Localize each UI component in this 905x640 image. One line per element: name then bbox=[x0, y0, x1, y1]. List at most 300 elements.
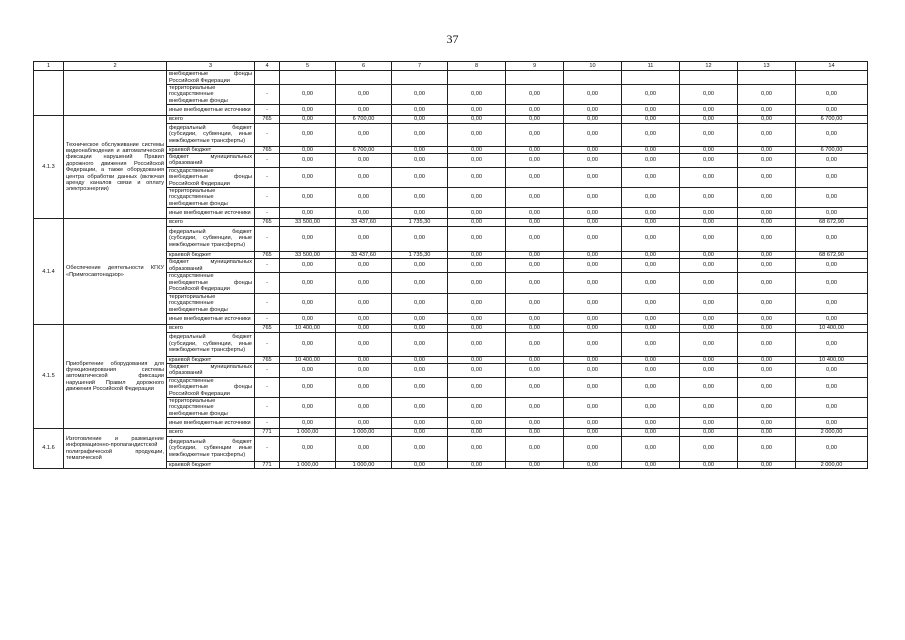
table-row bbox=[34, 429, 868, 436]
column-header-13: 13 bbox=[738, 62, 796, 71]
funding-source: краевой бюджет bbox=[167, 146, 255, 153]
column-header-11: 11 bbox=[622, 62, 680, 71]
amount-cell: 0,00 bbox=[564, 105, 622, 116]
amount-cell: 0,00 bbox=[622, 85, 680, 105]
amount-cell: 0,00 bbox=[680, 429, 738, 436]
amount-cell: 0,00 bbox=[796, 105, 868, 116]
amount-cell: 0,00 bbox=[506, 167, 564, 187]
activity-name: Техническое обслуживание системы видеонаблюдения и автоматической фиксации нарушений Правил дорожного движения Российской Федерации, а также оборудования центра обработки данных (включая аренду каналов связи и оплату электроэнергии) bbox=[64, 116, 167, 219]
amount-cell: 0,00 bbox=[280, 226, 336, 251]
amount-cell: 0,00 bbox=[564, 123, 622, 146]
amount-cell bbox=[796, 71, 868, 85]
amount-cell: 0,00 bbox=[738, 293, 796, 313]
amount-cell: 0,00 bbox=[506, 429, 564, 436]
amount-cell: 0,00 bbox=[448, 377, 506, 397]
admin-code: 765 bbox=[255, 251, 280, 258]
amount-cell: 0,00 bbox=[506, 332, 564, 356]
amount-cell: 0,00 bbox=[280, 116, 336, 123]
amount-cell bbox=[448, 71, 506, 85]
admin-code: - bbox=[255, 418, 280, 429]
amount-cell: 0,00 bbox=[622, 251, 680, 258]
amount-cell: 0,00 bbox=[392, 226, 448, 251]
amount-cell: 0,00 bbox=[738, 116, 796, 123]
amount-cell: 0,00 bbox=[622, 293, 680, 313]
admin-code: 765 bbox=[255, 356, 280, 363]
amount-cell: 0,00 bbox=[680, 356, 738, 363]
amount-cell: 0,00 bbox=[392, 418, 448, 429]
amount-cell: 0,00 bbox=[622, 123, 680, 146]
table-row bbox=[34, 219, 868, 226]
funding-source: внебюджетные фонды Российской Федерации bbox=[167, 71, 255, 85]
amount-cell: 0,00 bbox=[448, 219, 506, 226]
admin-code: 765 bbox=[255, 325, 280, 332]
amount-cell: 0,00 bbox=[392, 314, 448, 325]
amount-cell: 0,00 bbox=[680, 363, 738, 377]
amount-cell: 0,00 bbox=[796, 436, 868, 461]
amount-cell: 0,00 bbox=[622, 377, 680, 397]
amount-cell: 0,00 bbox=[336, 363, 392, 377]
amount-cell: 0,00 bbox=[336, 293, 392, 313]
amount-cell: 0,00 bbox=[564, 85, 622, 105]
amount-cell: 0,00 bbox=[280, 105, 336, 116]
funding-source: федеральный бюджет (субсидии, субвенции иные межбюджетные трансферты) bbox=[167, 436, 255, 461]
amount-cell: 33 500,00 bbox=[280, 251, 336, 258]
amount-cell: 0,00 bbox=[564, 272, 622, 293]
amount-cell: 0,00 bbox=[622, 429, 680, 436]
row-code: 4.1.4 bbox=[34, 219, 64, 325]
row-code: 4.1.6 bbox=[34, 429, 64, 469]
amount-cell: 0,00 bbox=[680, 325, 738, 332]
amount-cell: 6 700,00 bbox=[336, 146, 392, 153]
amount-cell: 0,00 bbox=[564, 377, 622, 397]
amount-cell: 0,00 bbox=[336, 226, 392, 251]
row-code: 4.1.3 bbox=[34, 116, 64, 219]
column-header-4: 4 bbox=[255, 62, 280, 71]
funding-source: федеральный бюджет (субсидии, субвенции, иные межбюджетные трансферты) bbox=[167, 123, 255, 146]
funding-source: бюджет муниципальных образований bbox=[167, 154, 255, 168]
amount-cell: 0,00 bbox=[564, 146, 622, 153]
amount-cell: 0,00 bbox=[392, 188, 448, 208]
amount-cell: 0,00 bbox=[622, 314, 680, 325]
amount-cell: 2 000,00 bbox=[796, 429, 868, 436]
amount-cell: 0,00 bbox=[564, 116, 622, 123]
amount-cell bbox=[280, 71, 336, 85]
amount-cell: 0,00 bbox=[738, 377, 796, 397]
funding-source: территориальные государственные внебюджетные фонды bbox=[167, 188, 255, 208]
amount-cell: 0,00 bbox=[506, 436, 564, 461]
amount-cell: 0,00 bbox=[796, 418, 868, 429]
amount-cell: 0,00 bbox=[392, 436, 448, 461]
amount-cell: 0,00 bbox=[280, 154, 336, 168]
amount-cell: 0,00 bbox=[506, 188, 564, 208]
amount-cell: 0,00 bbox=[622, 219, 680, 226]
admin-code: 765 bbox=[255, 219, 280, 226]
amount-cell: 0,00 bbox=[280, 397, 336, 417]
amount-cell: 1 735,30 bbox=[392, 219, 448, 226]
amount-cell: 0,00 bbox=[448, 272, 506, 293]
amount-cell: 0,00 bbox=[564, 363, 622, 377]
amount-cell: 0,00 bbox=[448, 332, 506, 356]
amount-cell: 0,00 bbox=[680, 332, 738, 356]
amount-cell: 0,00 bbox=[392, 377, 448, 397]
admin-code: 765 bbox=[255, 116, 280, 123]
amount-cell: 0,00 bbox=[506, 123, 564, 146]
admin-code: 765 bbox=[255, 146, 280, 153]
amount-cell: 0,00 bbox=[448, 429, 506, 436]
amount-cell: 0,00 bbox=[448, 363, 506, 377]
amount-cell: 0,00 bbox=[622, 272, 680, 293]
amount-cell: 33 437,60 bbox=[336, 219, 392, 226]
amount-cell: 0,00 bbox=[336, 272, 392, 293]
amount-cell: 1 735,30 bbox=[392, 251, 448, 258]
funding-source: территориальные государственные внебюджетные фонды bbox=[167, 293, 255, 313]
amount-cell: 0,00 bbox=[622, 146, 680, 153]
amount-cell: 0,00 bbox=[280, 377, 336, 397]
amount-cell: 0,00 bbox=[336, 356, 392, 363]
amount-cell: 0,00 bbox=[506, 154, 564, 168]
admin-code: - bbox=[255, 377, 280, 397]
amount-cell: 0,00 bbox=[506, 377, 564, 397]
column-header-2: 2 bbox=[64, 62, 167, 71]
amount-cell: 0,00 bbox=[680, 188, 738, 208]
amount-cell: 0,00 bbox=[336, 325, 392, 332]
funding-source: территориальные государственные внебюджетные фонды bbox=[167, 397, 255, 417]
amount-cell: 0,00 bbox=[506, 208, 564, 219]
amount-cell: 0,00 bbox=[738, 105, 796, 116]
amount-cell: 0,00 bbox=[506, 105, 564, 116]
amount-cell: 0,00 bbox=[564, 208, 622, 219]
funding-source: краевой бюджет bbox=[167, 356, 255, 363]
amount-cell: 0,00 bbox=[796, 167, 868, 187]
amount-cell: 0,00 bbox=[738, 397, 796, 417]
amount-cell: 1 000,00 bbox=[280, 429, 336, 436]
amount-cell: 0,00 bbox=[280, 123, 336, 146]
amount-cell: 0,00 bbox=[738, 356, 796, 363]
amount-cell: 0,00 bbox=[448, 167, 506, 187]
column-header-7: 7 bbox=[392, 62, 448, 71]
column-header-14: 14 bbox=[796, 62, 868, 71]
amount-cell: 0,00 bbox=[506, 146, 564, 153]
amount-cell: 0,00 bbox=[448, 123, 506, 146]
amount-cell: 0,00 bbox=[392, 208, 448, 219]
amount-cell: 0,00 bbox=[448, 146, 506, 153]
amount-cell bbox=[738, 71, 796, 85]
amount-cell: 2 000,00 bbox=[796, 461, 868, 468]
amount-cell: 0,00 bbox=[738, 251, 796, 258]
amount-cell: 0,00 bbox=[622, 436, 680, 461]
amount-cell: 0,00 bbox=[622, 154, 680, 168]
amount-cell: 0,00 bbox=[448, 461, 506, 468]
amount-cell: 0,00 bbox=[680, 146, 738, 153]
amount-cell: 0,00 bbox=[448, 397, 506, 417]
amount-cell: 0,00 bbox=[564, 259, 622, 273]
amount-cell: 0,00 bbox=[506, 85, 564, 105]
amount-cell: 0,00 bbox=[506, 226, 564, 251]
amount-cell bbox=[392, 71, 448, 85]
amount-cell: 0,00 bbox=[564, 154, 622, 168]
amount-cell: 0,00 bbox=[564, 167, 622, 187]
amount-cell: 33 500,00 bbox=[280, 219, 336, 226]
amount-cell: 0,00 bbox=[796, 226, 868, 251]
amount-cell: 0,00 bbox=[564, 436, 622, 461]
amount-cell: 0,00 bbox=[280, 436, 336, 461]
amount-cell: 0,00 bbox=[336, 377, 392, 397]
amount-cell: 0,00 bbox=[280, 314, 336, 325]
amount-cell: 0,00 bbox=[796, 259, 868, 273]
admin-code: - bbox=[255, 293, 280, 313]
amount-cell: 0,00 bbox=[280, 332, 336, 356]
amount-cell: 0,00 bbox=[392, 397, 448, 417]
amount-cell: 0,00 bbox=[796, 377, 868, 397]
amount-cell: 0,00 bbox=[564, 325, 622, 332]
amount-cell: 0,00 bbox=[680, 272, 738, 293]
amount-cell: 0,00 bbox=[564, 219, 622, 226]
amount-cell: 0,00 bbox=[738, 123, 796, 146]
column-header-9: 9 bbox=[506, 62, 564, 71]
amount-cell: 0,00 bbox=[448, 418, 506, 429]
amount-cell: 0,00 bbox=[738, 461, 796, 468]
amount-cell: 0,00 bbox=[796, 332, 868, 356]
amount-cell: 0,00 bbox=[280, 188, 336, 208]
amount-cell: 0,00 bbox=[622, 116, 680, 123]
amount-cell: 0,00 bbox=[392, 356, 448, 363]
amount-cell: 0,00 bbox=[506, 259, 564, 273]
amount-cell: 0,00 bbox=[280, 363, 336, 377]
amount-cell: 0,00 bbox=[564, 314, 622, 325]
amount-cell: 0,00 bbox=[336, 436, 392, 461]
amount-cell: 0,00 bbox=[680, 418, 738, 429]
amount-cell: 0,00 bbox=[680, 116, 738, 123]
amount-cell: 0,00 bbox=[680, 167, 738, 187]
amount-cell: 0,00 bbox=[448, 105, 506, 116]
amount-cell: 0,00 bbox=[336, 154, 392, 168]
amount-cell: 0,00 bbox=[622, 356, 680, 363]
amount-cell: 0,00 bbox=[392, 85, 448, 105]
amount-cell: 10 400,00 bbox=[280, 356, 336, 363]
column-header-8: 8 bbox=[448, 62, 506, 71]
table-row bbox=[34, 116, 868, 123]
amount-cell: 0,00 bbox=[738, 418, 796, 429]
amount-cell: 0,00 bbox=[392, 272, 448, 293]
amount-cell: 0,00 bbox=[622, 418, 680, 429]
table-row bbox=[34, 71, 868, 85]
amount-cell: 0,00 bbox=[680, 226, 738, 251]
amount-cell: 0,00 bbox=[622, 397, 680, 417]
funding-source: краевой бюджет bbox=[167, 461, 255, 468]
amount-cell: 0,00 bbox=[622, 226, 680, 251]
amount-cell: 0,00 bbox=[448, 293, 506, 313]
amount-cell: 0,00 bbox=[622, 461, 680, 468]
funding-source: федеральный бюджет (субсидии, субвенции, иные межбюджетные трансферты) bbox=[167, 226, 255, 251]
admin-code: - bbox=[255, 436, 280, 461]
amount-cell: 0,00 bbox=[280, 85, 336, 105]
amount-cell: 0,00 bbox=[680, 259, 738, 273]
amount-cell: 0,00 bbox=[680, 105, 738, 116]
amount-cell: 1 000,00 bbox=[336, 461, 392, 468]
admin-code: - bbox=[255, 314, 280, 325]
admin-code: - bbox=[255, 188, 280, 208]
amount-cell: 0,00 bbox=[564, 397, 622, 417]
amount-cell: 0,00 bbox=[796, 397, 868, 417]
amount-cell: 0,00 bbox=[796, 293, 868, 313]
amount-cell: 0,00 bbox=[738, 85, 796, 105]
amount-cell: 0,00 bbox=[448, 154, 506, 168]
amount-cell: 0,00 bbox=[280, 272, 336, 293]
amount-cell: 0,00 bbox=[280, 146, 336, 153]
amount-cell: 0,00 bbox=[738, 272, 796, 293]
amount-cell: 0,00 bbox=[336, 397, 392, 417]
amount-cell: 0,00 bbox=[738, 146, 796, 153]
amount-cell: 0,00 bbox=[622, 208, 680, 219]
amount-cell: 0,00 bbox=[336, 123, 392, 146]
amount-cell: 0,00 bbox=[680, 314, 738, 325]
amount-cell: 0,00 bbox=[564, 251, 622, 258]
activity-name bbox=[64, 71, 167, 116]
admin-code: - bbox=[255, 363, 280, 377]
amount-cell: 0,00 bbox=[392, 325, 448, 332]
amount-cell: 0,00 bbox=[564, 429, 622, 436]
amount-cell: 0,00 bbox=[564, 356, 622, 363]
activity-name: Обеспечение деятельности КГКУ «Примгосавтонадзор» bbox=[64, 219, 167, 325]
amount-cell: 0,00 bbox=[392, 363, 448, 377]
amount-cell: 0,00 bbox=[738, 363, 796, 377]
funding-source: бюджет муниципальных образований bbox=[167, 363, 255, 377]
amount-cell: 0,00 bbox=[796, 85, 868, 105]
amount-cell: 0,00 bbox=[796, 188, 868, 208]
amount-cell: 0,00 bbox=[796, 154, 868, 168]
amount-cell: 0,00 bbox=[680, 293, 738, 313]
amount-cell: 0,00 bbox=[622, 332, 680, 356]
amount-cell: 0,00 bbox=[392, 105, 448, 116]
column-header-10: 10 bbox=[564, 62, 622, 71]
amount-cell: 0,00 bbox=[680, 251, 738, 258]
amount-cell: 6 700,00 bbox=[336, 116, 392, 123]
amount-cell: 0,00 bbox=[622, 167, 680, 187]
amount-cell: 0,00 bbox=[506, 461, 564, 468]
funding-source: территориальные государственные внебюджетные фонды bbox=[167, 85, 255, 105]
amount-cell: 0,00 bbox=[796, 123, 868, 146]
funding-source: иные внебюджетные источники bbox=[167, 418, 255, 429]
amount-cell: 0,00 bbox=[738, 167, 796, 187]
amount-cell: 0,00 bbox=[280, 208, 336, 219]
amount-cell: 0,00 bbox=[448, 85, 506, 105]
amount-cell: 0,00 bbox=[506, 293, 564, 313]
amount-cell: 0,00 bbox=[392, 146, 448, 153]
amount-cell: 0,00 bbox=[680, 219, 738, 226]
amount-cell: 0,00 bbox=[336, 85, 392, 105]
amount-cell: 0,00 bbox=[738, 188, 796, 208]
amount-cell: 0,00 bbox=[738, 226, 796, 251]
amount-cell: 0,00 bbox=[564, 226, 622, 251]
amount-cell: 0,00 bbox=[738, 219, 796, 226]
amount-cell: 0,00 bbox=[738, 314, 796, 325]
amount-cell: 0,00 bbox=[392, 461, 448, 468]
amount-cell: 0,00 bbox=[796, 208, 868, 219]
amount-cell: 68 672,90 bbox=[796, 251, 868, 258]
admin-code: - bbox=[255, 123, 280, 146]
activity-name: Приобретение оборудования для функционирования системы автоматической фиксации нарушений Правил дорожного движения Российской Федерации bbox=[64, 325, 167, 429]
amount-cell: 0,00 bbox=[680, 208, 738, 219]
amount-cell: 0,00 bbox=[336, 167, 392, 187]
amount-cell: 0,00 bbox=[392, 429, 448, 436]
amount-cell: 0,00 bbox=[622, 363, 680, 377]
amount-cell: 0,00 bbox=[564, 293, 622, 313]
amount-cell: 0,00 bbox=[506, 325, 564, 332]
amount-cell: 0,00 bbox=[564, 188, 622, 208]
activity-name: Изготовление и размещение информационно-пропагандистской полиграфической продукции, тематической bbox=[64, 429, 167, 469]
amount-cell: 0,00 bbox=[796, 363, 868, 377]
amount-cell: 0,00 bbox=[280, 418, 336, 429]
amount-cell: 0,00 bbox=[336, 332, 392, 356]
amount-cell: 68 672,90 bbox=[796, 219, 868, 226]
amount-cell: 0,00 bbox=[564, 332, 622, 356]
amount-cell: 33 437,60 bbox=[336, 251, 392, 258]
funding-source: всего bbox=[167, 116, 255, 123]
amount-cell: 0,00 bbox=[622, 188, 680, 208]
funding-source: иные внебюджетные источники bbox=[167, 105, 255, 116]
amount-cell: 0,00 bbox=[448, 436, 506, 461]
amount-cell: 10 400,00 bbox=[280, 325, 336, 332]
column-header-5: 5 bbox=[280, 62, 336, 71]
amount-cell: 0,00 bbox=[738, 429, 796, 436]
amount-cell: 0,00 bbox=[448, 259, 506, 273]
amount-cell: 0,00 bbox=[336, 259, 392, 273]
amount-cell: 0,00 bbox=[680, 436, 738, 461]
amount-cell bbox=[336, 71, 392, 85]
column-header-1: 1 bbox=[34, 62, 64, 71]
amount-cell: 0,00 bbox=[622, 325, 680, 332]
amount-cell: 0,00 bbox=[680, 154, 738, 168]
admin-code: 771 bbox=[255, 429, 280, 436]
admin-code: - bbox=[255, 85, 280, 105]
amount-cell: 0,00 bbox=[506, 418, 564, 429]
amount-cell: 0,00 bbox=[392, 154, 448, 168]
amount-cell: 0,00 bbox=[392, 259, 448, 273]
amount-cell: 0,00 bbox=[506, 356, 564, 363]
amount-cell: 0,00 bbox=[448, 116, 506, 123]
funding-source: государственные внебюджетные фонды Российской Федерации bbox=[167, 377, 255, 397]
amount-cell: 0,00 bbox=[280, 293, 336, 313]
amount-cell: 6 700,00 bbox=[796, 146, 868, 153]
amount-cell: 0,00 bbox=[336, 418, 392, 429]
amount-cell: 0,00 bbox=[280, 167, 336, 187]
amount-cell: 0,00 bbox=[392, 116, 448, 123]
amount-cell: 0,00 bbox=[738, 332, 796, 356]
amount-cell: 6 700,00 bbox=[796, 116, 868, 123]
admin-code: - bbox=[255, 208, 280, 219]
table-row bbox=[34, 325, 868, 332]
amount-cell: 0,00 bbox=[506, 251, 564, 258]
funding-source: федеральный бюджет (субсидии, субвенции, иные межбюджетные трансферты) bbox=[167, 332, 255, 356]
amount-cell: 0,00 bbox=[564, 461, 622, 468]
amount-cell: 0,00 bbox=[680, 397, 738, 417]
amount-cell: 0,00 bbox=[448, 356, 506, 363]
amount-cell: 0,00 bbox=[680, 461, 738, 468]
funding-source: государственные внебюджетные фонды Российской Федерации bbox=[167, 167, 255, 187]
amount-cell: 0,00 bbox=[336, 314, 392, 325]
row-code: 4.1.5 bbox=[34, 325, 64, 429]
amount-cell: 0,00 bbox=[448, 208, 506, 219]
amount-cell: 0,00 bbox=[738, 325, 796, 332]
amount-cell: 0,00 bbox=[622, 105, 680, 116]
row-code bbox=[34, 71, 64, 116]
amount-cell bbox=[622, 71, 680, 85]
amount-cell: 10 400,00 bbox=[796, 325, 868, 332]
admin-code: - bbox=[255, 259, 280, 273]
amount-cell: 0,00 bbox=[622, 259, 680, 273]
header-row bbox=[34, 62, 868, 71]
admin-code: - bbox=[255, 154, 280, 168]
